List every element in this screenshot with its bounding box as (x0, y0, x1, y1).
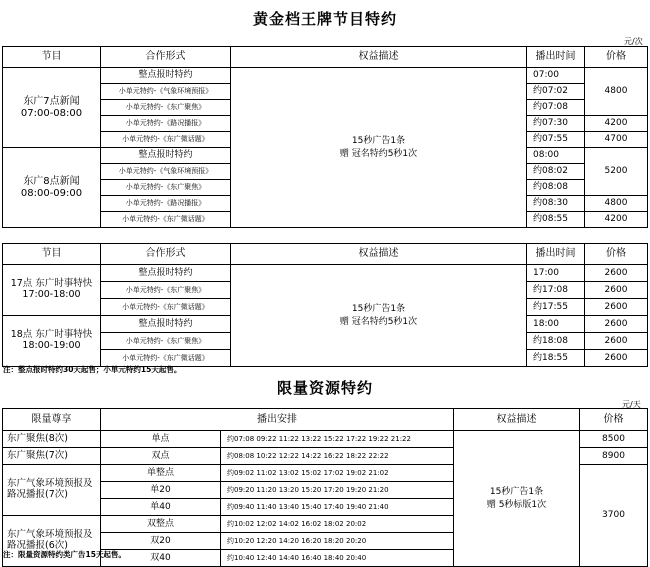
header-desc: 权益描述 (231, 47, 527, 68)
section-title-golden: 黄金档王牌节目特约 (252, 10, 397, 28)
desc-line: 15秒广告1条 (489, 486, 544, 497)
note-limited: 注：限量资源特约类广告15天起售。 (3, 550, 126, 559)
time-cell: 约18:55 (527, 350, 585, 367)
time-cell: 约17:08 (527, 282, 585, 299)
table-row (3, 265, 648, 282)
form-cell: 小单元特约-《东广聚焦》 (101, 333, 231, 350)
program-name: 东广7点新闻 (23, 96, 80, 107)
type-cell: 双整点 (101, 516, 221, 533)
price-cell: 2600 (585, 282, 648, 299)
price-cell: 2600 (585, 316, 648, 333)
desc-line: 赠 冠名特约5秒1次 (339, 316, 418, 327)
schedule-cell: 约09:40 11:40 13:40 15:40 17:40 19:40 21:40 (221, 499, 454, 516)
form-cell: 小单元特约-《气象环境预报》 (101, 84, 231, 100)
desc-cell (231, 265, 527, 367)
header-desc: 权益描述 (231, 244, 527, 265)
desc-cell (231, 68, 527, 228)
time-cell: 约08:55 (527, 212, 585, 228)
schedule-cell: 约08:08 10:22 12:22 14:22 16:22 18:22 22:22 (221, 448, 454, 465)
note-golden: 注：整点报时特约30天起售；小单元特约15天起售。 (3, 365, 182, 374)
form-cell: 整点报时特约 (101, 68, 231, 84)
type-cell: 单20 (101, 482, 221, 499)
time-cell: 约17:55 (527, 299, 585, 316)
price-cell: 5200 (585, 148, 648, 196)
program-cell-17 (3, 265, 101, 316)
program-cell-8 (3, 148, 101, 228)
type-cell: 单整点 (101, 465, 221, 482)
desc-cell (454, 431, 580, 567)
schedule-cell: 约07:08 09:22 11:22 13:22 15:22 17:22 19:22 21:22 (221, 431, 454, 448)
header-desc: 权益描述 (454, 409, 580, 431)
price-cell: 2600 (585, 333, 648, 350)
header-time: 播出时间 (527, 244, 585, 265)
program-span: 08:00-09:00 (20, 187, 83, 199)
header-time: 播出时间 (527, 47, 585, 68)
unit-label-per-time: 元/次 (624, 37, 643, 46)
header-price: 价格 (580, 409, 648, 431)
golden-news-table (2, 46, 648, 228)
time-cell: 约07:02 (527, 84, 585, 100)
form-cell: 小单元特约-《东广微话题》 (101, 132, 231, 148)
price-cell: 4800 (585, 196, 648, 212)
price-cell: 8500 (580, 431, 648, 448)
type-cell: 双40 (101, 550, 221, 567)
price-cell: 8900 (580, 448, 648, 465)
price-cell: 3700 (580, 465, 648, 567)
desc-line: 15秒广告1条 (351, 303, 406, 314)
type-cell: 单40 (101, 499, 221, 516)
time-cell: 07:00 (527, 68, 585, 84)
schedule-cell: 约09:20 11:20 13:20 15:20 17:20 19:20 21:20 (221, 482, 454, 499)
time-cell: 18:00 (527, 316, 585, 333)
program-cell-7 (3, 68, 101, 148)
form-cell: 小单元特约-《东广聚焦》 (101, 282, 231, 299)
time-cell: 约08:08 (527, 180, 585, 196)
price-cell: 2600 (585, 350, 648, 367)
form-cell: 小单元特约-《东广聚焦》 (101, 100, 231, 116)
form-cell: 小单元特约-《东广微话题》 (101, 212, 231, 228)
header-program: 节目 (3, 244, 101, 265)
form-cell: 整点报时特约 (101, 316, 231, 333)
limited-resources-table (2, 408, 648, 567)
program-cell-18 (3, 316, 101, 367)
price-cell: 2600 (585, 299, 648, 316)
resource-name: 东广聚焦(7次) (3, 448, 101, 465)
schedule-cell: 约09:02 11:02 13:02 15:02 17:02 19:02 21:02 (221, 465, 454, 482)
time-cell: 约08:02 (527, 164, 585, 180)
time-cell: 约18:08 (527, 333, 585, 350)
time-cell: 约08:30 (527, 196, 585, 212)
form-cell: 小单元特约-《东广微话题》 (101, 350, 231, 367)
type-cell: 单点 (101, 431, 221, 448)
desc-line: 15秒广告1条 (351, 135, 406, 146)
program-name: 17点 东广时事特快 (10, 278, 93, 290)
type-cell: 双点 (101, 448, 221, 465)
program-span: 18:00-19:00 (22, 340, 81, 351)
form-cell: 整点报时特约 (101, 265, 231, 282)
form-cell: 小单元特约-《东广聚焦》 (101, 180, 231, 196)
schedule-cell: 约10:40 12:40 14:40 16:40 18:40 20:40 (221, 550, 454, 567)
type-cell: 双20 (101, 533, 221, 550)
header-level: 限量尊享 (3, 409, 101, 431)
time-cell: 约07:55 (527, 132, 585, 148)
form-cell: 小单元特约-《路况播报》 (101, 116, 231, 132)
program-span: 17:00-18:00 (22, 289, 81, 300)
table-header-row (3, 409, 648, 431)
header-form: 合作形式 (101, 244, 231, 265)
table-row (3, 431, 648, 448)
table-row (3, 68, 648, 84)
schedule-cell: 约10:20 12:20 14:20 16:20 18:20 20:20 (221, 533, 454, 550)
price-cell: 4800 (585, 68, 648, 116)
time-cell: 约07:08 (527, 100, 585, 116)
price-cell: 2600 (585, 265, 648, 282)
form-cell: 小单元特约-《东广微话题》 (101, 299, 231, 316)
resource-name: 东广气象环境预报及路况播报(6次) (3, 516, 101, 567)
resource-name: 东广聚焦(8次) (3, 431, 101, 448)
program-name: 东广8点新闻 (23, 176, 80, 187)
schedule-cell: 约10:02 12:02 14:02 16:02 18:02 20:02 (221, 516, 454, 533)
header-program: 节目 (3, 47, 101, 68)
table-header-row (3, 47, 648, 68)
program-name: 18点 东广时事特快 (10, 329, 93, 341)
desc-line: 赠 5秒标版1次 (486, 499, 547, 510)
time-cell: 08:00 (527, 148, 585, 164)
price-cell: 4200 (585, 212, 648, 228)
express-table (2, 243, 648, 367)
program-span: 07:00-08:00 (20, 107, 83, 119)
price-cell: 4200 (585, 116, 648, 132)
form-cell: 小单元特约-《路况播报》 (101, 196, 231, 212)
header-price: 价格 (585, 244, 648, 265)
time-cell: 约07:30 (527, 116, 585, 132)
unit-label-per-day: 元/天 (622, 400, 641, 409)
header-form: 合作形式 (101, 47, 231, 68)
form-cell: 小单元特约-《气象环境预报》 (101, 164, 231, 180)
header-price: 价格 (585, 47, 648, 68)
section-title-limited: 限量资源特约 (276, 379, 373, 397)
resource-name: 东广气象环境预报及路况播报(7次) (3, 465, 101, 516)
price-cell: 4700 (585, 132, 648, 148)
header-schedule: 播出安排 (101, 409, 454, 431)
table-header-row (3, 244, 648, 265)
time-cell: 17:00 (527, 265, 585, 282)
desc-line: 赠 冠名特约5秒1次 (339, 148, 418, 159)
form-cell: 整点报时特约 (101, 148, 231, 164)
